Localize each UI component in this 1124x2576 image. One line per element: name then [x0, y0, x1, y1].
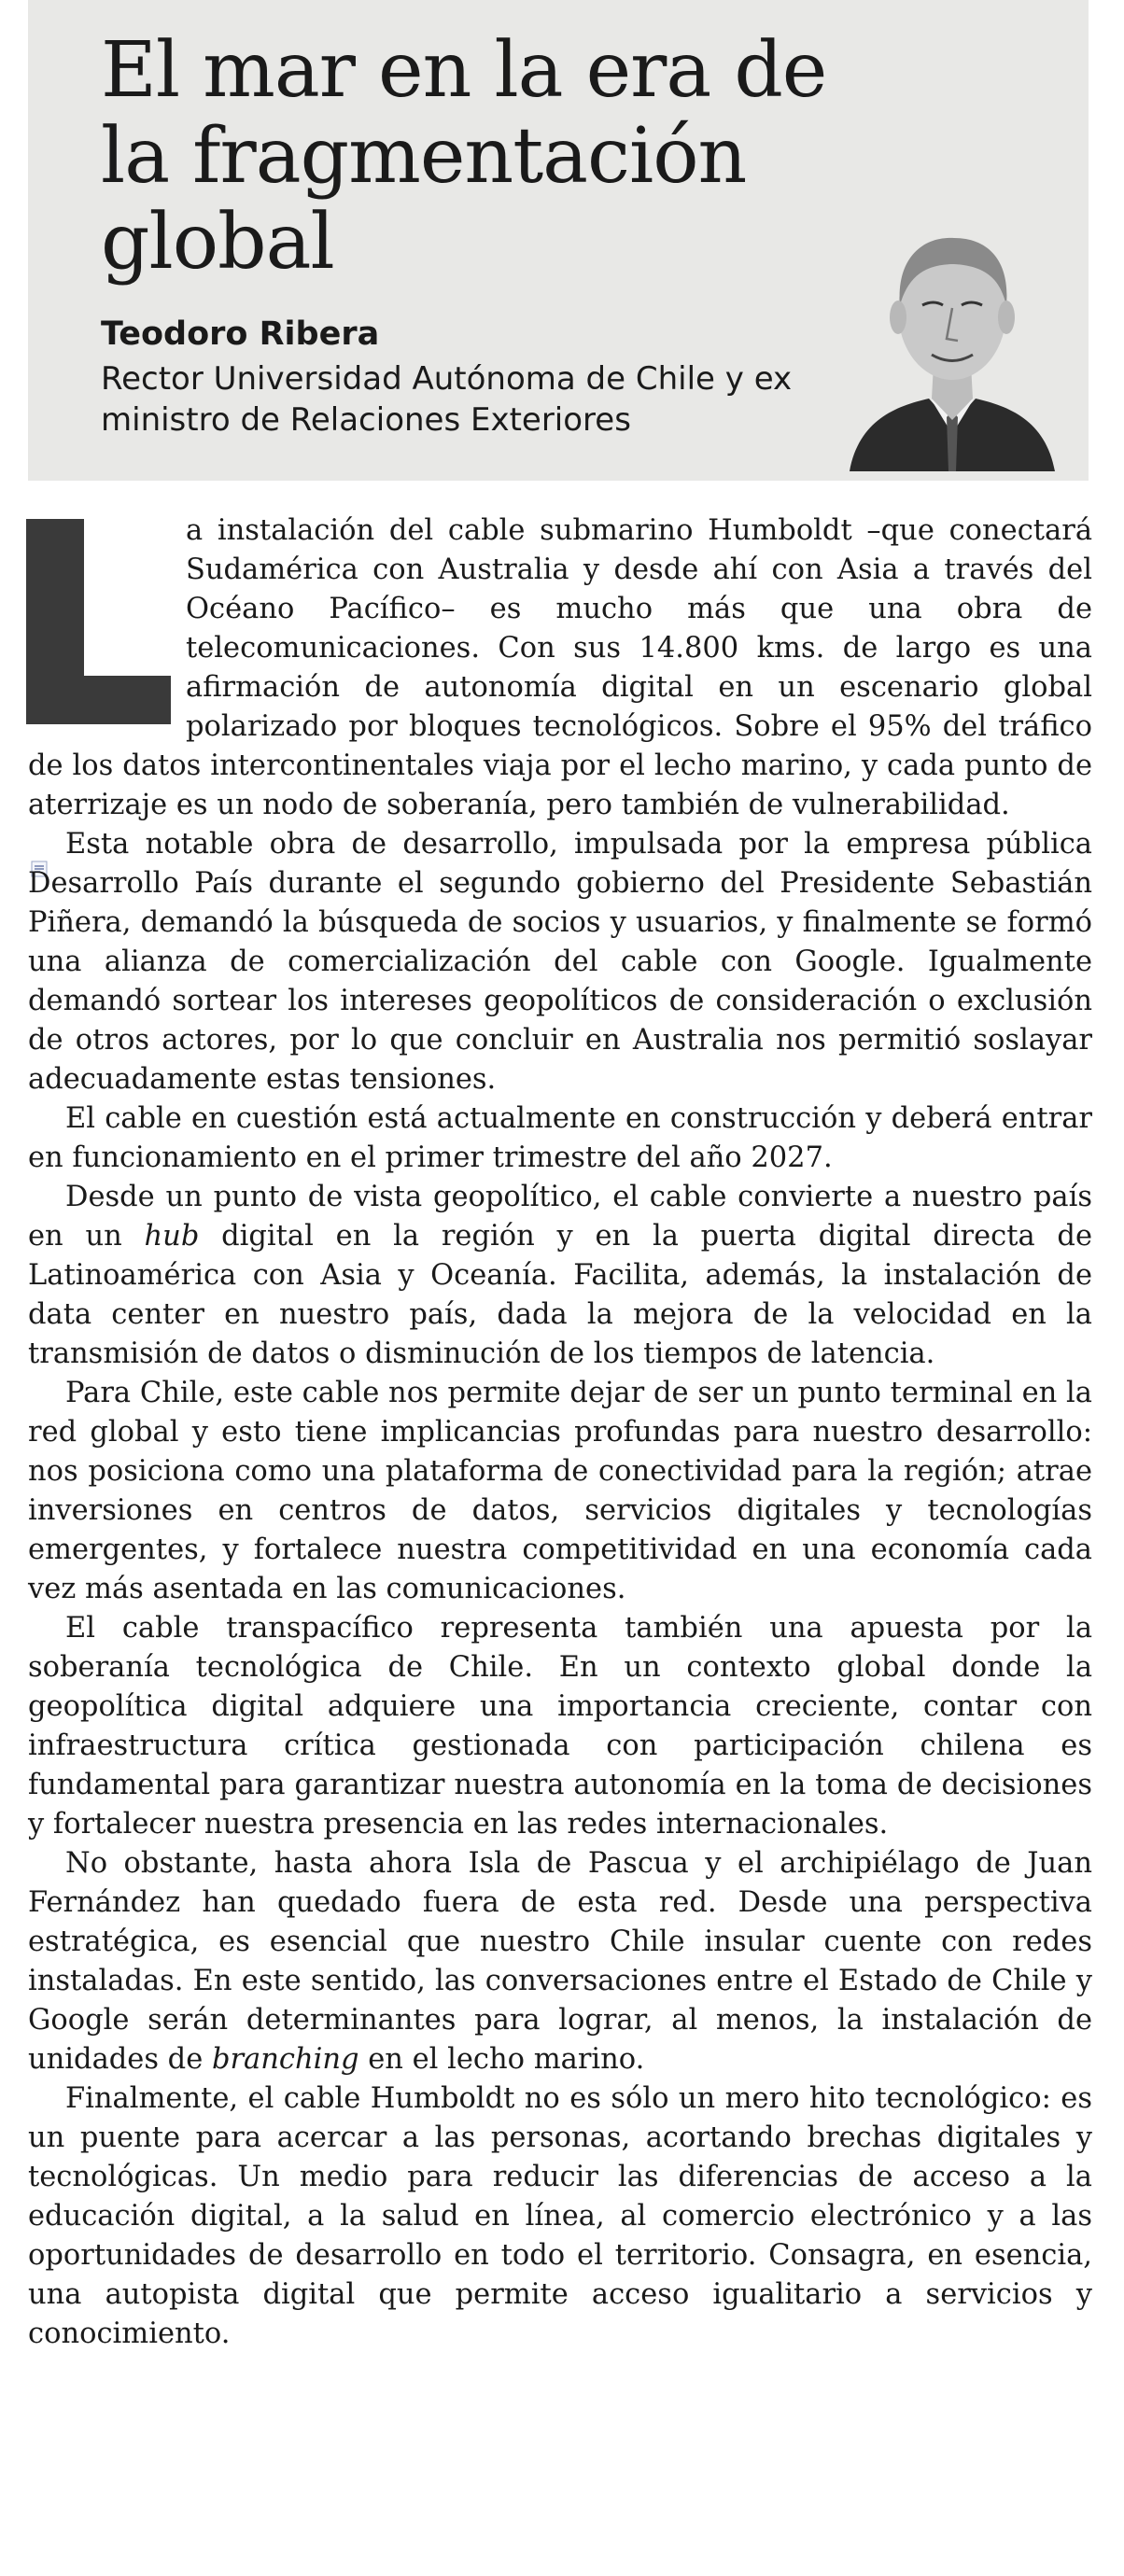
paragraph-7 — [28, 1844, 1092, 2079]
paragraph-7-text-b: en el lecho marino. — [358, 2043, 645, 2076]
paragraph-4-text-b: digital en la región y en la puerta digital directa de Latinoamérica con Asia y Oceanía. Facilita, además, la instalación de data center en nuestro país, dada la mejora de la velocidad en la transmisión de datos o disminución de los tiempos de latencia. — [28, 1220, 1092, 1370]
paragraph-8: Finalmente, el cable Humboldt no es sólo un mero hito tecnológico: es un puente para acercar a las personas, acortando brechas digitales y tecnológicas. Un medio para reducir las diferencias de acceso a la educación digital, a la salud en línea, al comercio electrónico y a las oportunidades de desarrollo en todo el territorio. Consagra, en esencia, una autopista digital que permite acceso igualitario a servicios y conocimiento. — [28, 2082, 1092, 2350]
paragraph-4-emphasis: hub — [144, 1220, 200, 1253]
paragraph-6: El cable transpacífico representa también una apuesta por la soberanía tecnológica de Chile. En un contexto global donde la geopolítica digital adquiere una importancia creciente, contar con infraestructura crítica gestionada con participación chilena es fundamental para garantizar nuestra autonomía en la toma de decisiones y fortalecer nuestra presencia en las redes internacionales. — [28, 1612, 1092, 1841]
paragraph-4 — [28, 1178, 1092, 1374]
paragraph-3: El cable en cuestión está actualmente en construcción y deberá entrar en funcionamiento en el primer trimestre del año 2027. — [28, 1102, 1092, 1174]
author-role: Rector Universidad Autónoma de Chile y ex ministro de Relaciones Exteriores — [101, 360, 793, 439]
paragraph-5: Para Chile, este cable nos permite dejar de ser un punto terminal en la red global y esto tiene implicancias profundas para nuestro desarrollo: nos posiciona como una plataforma de conectividad para la región; atrae inversiones en centros de datos, servicios digitales y tecnologías emergentes, y fortalece nuestra competitividad en una economía cada vez más asentada en las comunicaciones. — [28, 1377, 1092, 1605]
paragraph-1 — [28, 511, 1092, 825]
paragraph-7-text-a: No obstante, hasta ahora Isla de Pascua y el archipiélago de Juan Fernández han quedado fuera de esta red. Desde una perspectiva estratégica, es esencial que nuestro Chile insular cuente con redes instaladas. En este sentido, las conversaciones entre el Estado de Chile y Google serán determinantes para lograr, al menos, la instalación de unidades de — [28, 1847, 1092, 2076]
paragraph-4-text-a: Desde un punto de vista geopolítico, el cable convierte a nuestro país en un — [28, 1181, 1092, 1253]
drop-cap — [26, 519, 171, 724]
paragraph-1-text: a instalación del cable submarino Humboldt –que conectará Sudamérica con Australia y desde ahí con Asia a través del Océano Pacífico– es mucho más que una obra de telecomunicaciones. Con sus 14.800 kms. de largo es una afirmación de autonomía digital en un escenario global polarizado por bloques tecnológicos. Sobre el 95% del tráfico de los datos intercontinentales viaja por el lecho marino, y cada punto de aterrizaje es un nodo de soberanía, pero también de vulnerabilidad. — [28, 514, 1092, 821]
paragraph-7-emphasis: branching — [211, 2043, 359, 2076]
article-body — [28, 511, 1092, 2354]
paragraph-2: Esta notable obra de desarrollo, impulsada por la empresa pública Desarrollo País durante el segundo gobierno del Presidente Sebastián Piñera, demandó la búsqueda de socios y usuarios, y finalmente se formó una alianza de comercialización del cable con Google. Igualmente demandó sortear los intereses geopolíticos de consideración o exclusión de otros actores, por lo que concluir en Australia nos permitió soslayar adecuadamente estas tensiones. — [28, 828, 1092, 1096]
author-portrait — [840, 201, 1064, 471]
article-title: El mar en la era de la fragmentación global — [101, 26, 827, 287]
author-name: Teodoro Ribera — [101, 315, 380, 353]
